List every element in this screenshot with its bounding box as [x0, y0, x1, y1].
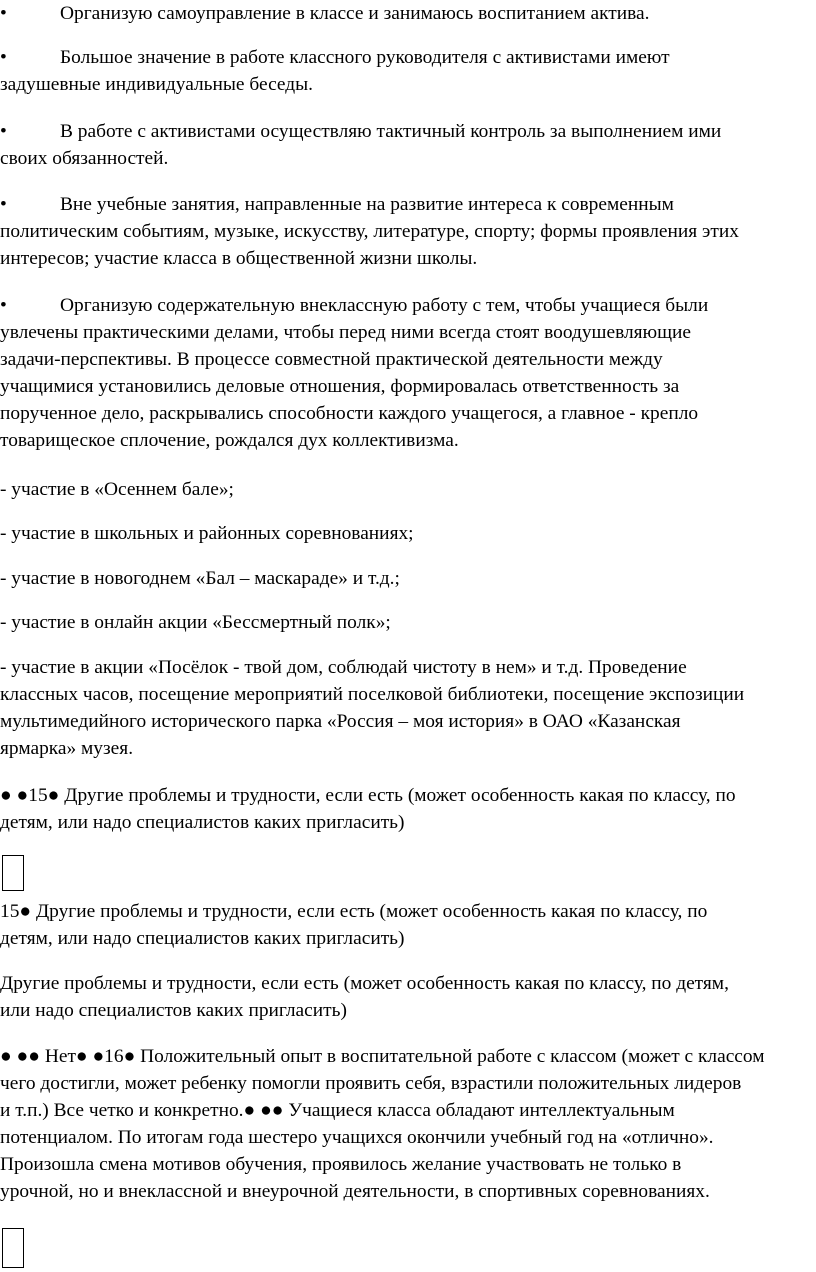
bullet-marker: • — [0, 295, 7, 316]
dash-item-5-line-2: классных часов, посещение мероприятий поселковой библиотеки, посещение экспозиции — [0, 684, 745, 705]
bullet-item-4: Вне учебные занятия, направленные на развитие интереса к современным — [60, 194, 674, 215]
section-15-line-1: ● ●15● Другие проблемы и трудности, если есть (может особенность какая по классу, по — [0, 785, 736, 806]
section-15c-line-2: или надо специалистов каких пригласить) — [0, 1000, 347, 1021]
bullet-item-4-line-3: интересов; участие класса в общественной жизни школы. — [0, 248, 478, 269]
section-15c-line-1: Другие проблемы и трудности, если есть (может особенность какая по классу, по детям, — [0, 973, 729, 994]
section-15b-line-1: 15● Другие проблемы и трудности, если есть (может особенность какая по классу, по — [0, 901, 708, 922]
bullet-item-3: В работе с активистами осуществляю тактичный контроль за выполнением ими — [60, 121, 722, 142]
bullet-item-5-line-2: увлечены практическими делами, чтобы перед ними всегда стоят воодушевляющие — [0, 322, 691, 343]
dash-item-4: - участие в онлайн акции «Бессмертный полк»; — [0, 612, 391, 633]
bullet-marker: • — [0, 121, 7, 142]
bullet-item-2: Большое значение в работе классного руководителя с активистами имеют — [60, 47, 670, 68]
dash-item-5-line-3: мультимедийного исторического парка «Россия – моя история» в ОАО «Казанская — [0, 711, 681, 732]
section-16-line-4: потенциалом. По итогам года шестеро учащихся окончили учебный год на «отлично». — [0, 1127, 714, 1148]
bullet-item-4-line-2: политическим событиям, музыке, искусству, литературе, спорту; формы проявления этих — [0, 221, 739, 242]
empty-checkbox-frame — [2, 855, 24, 891]
empty-checkbox-frame-bottom — [2, 1228, 24, 1268]
section-16-line-5: Произошла смена мотивов обучения, проявилось желание участвовать не только в — [0, 1154, 682, 1175]
bullet-item-5: Организую содержательную внеклассную работу с тем, чтобы учащиеся были — [60, 295, 709, 316]
bullet-item-1: Организую самоуправление в классе и занимаюсь воспитанием актива. — [60, 3, 650, 24]
bullet-marker: • — [0, 47, 7, 68]
bullet-item-5-line-6: товарищеское сплочение, рождался дух коллективизма. — [0, 430, 459, 451]
dash-item-5-line-4: ярмарка» музея. — [0, 738, 134, 759]
section-15-line-2: детям, или надо специалистов каких пригласить) — [0, 812, 405, 833]
dash-item-3: - участие в новогоднем «Бал – маскараде» и т.д.; — [0, 568, 400, 589]
bullet-item-2-line-2: задушевные индивидуальные беседы. — [0, 74, 314, 95]
bullet-marker: • — [0, 3, 7, 24]
section-16-line-3: и т.п.) Все четко и конкретно.● ●● Учащиеся класса обладают интеллектуальным — [0, 1100, 675, 1121]
dash-item-5-line-1: - участие в акции «Посёлок - твой дом, соблюдай чистоту в нем» и т.д. Проведение — [0, 657, 687, 678]
bullet-item-3-line-2: своих обязанностей. — [0, 148, 169, 169]
dash-item-2: - участие в школьных и районных соревнованиях; — [0, 523, 414, 544]
bullet-item-5-line-5: порученное дело, раскрывались способности каждого учащегося, а главное - крепло — [0, 403, 699, 424]
section-16-line-6: урочной, но и внеклассной и внеурочной деятельности, в спортивных соревнованиях. — [0, 1181, 710, 1202]
bullet-marker: • — [0, 194, 7, 215]
section-16-line-2: чего достигли, может ребенку помогли проявить себя, взрастили положительных лидеров — [0, 1073, 742, 1094]
section-16-line-1: ● ●● Нет● ●16● Положительный опыт в воспитательной работе с классом (может с классом — [0, 1046, 765, 1067]
bullet-item-5-line-3: задачи-перспективы. В процессе совместной практической деятельности между — [0, 349, 663, 370]
dash-item-1: - участие в «Осеннем бале»; — [0, 479, 234, 500]
bullet-item-5-line-4: учащимися установились деловые отношения, формировалась ответственность за — [0, 376, 680, 397]
section-15b-line-2: детям, или надо специалистов каких пригласить) — [0, 928, 405, 949]
